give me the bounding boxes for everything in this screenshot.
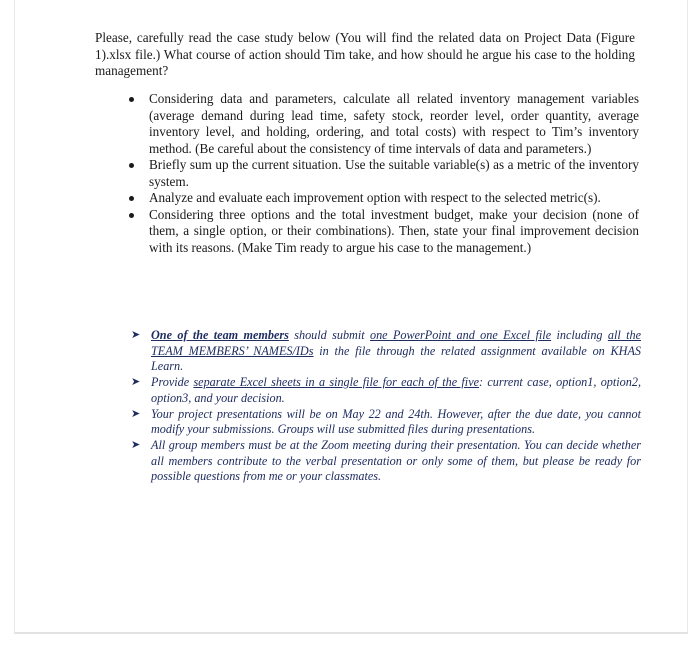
intro-paragraph: Please, carefully read the case study below (You will find the related data on Project Data (Figure 1).xlsx file.) What course of action should Tim take, and how should he argue his case to the holding management? [95,30,635,78]
note-fragment: Provide [151,375,194,390]
note-item-excel-sheets [131,375,641,406]
note-emphasis: One of the team members [151,328,289,342]
note-item-submission [131,328,641,375]
task-bullet-list [129,91,639,256]
arrow-bullet-icon: ➤ [131,376,141,389]
note-fragment: in the file through the related assignment available on KHAS Learn. [151,343,641,374]
note-text: All group members must be at the Zoom meeting during their presentation. You can decide whether all members contribute to the verbal presentation or only some of them, but please be ready for possible questions from me or your classmates. [151,437,641,484]
note-text [151,375,641,405]
task-bullet-text: Analyze and evaluate each improvement option with respect to the selected metric(s). [149,190,601,205]
note-emphasis: one PowerPoint and one Excel file [369,328,552,342]
bullet-dot-icon [129,196,134,201]
note-fragment: should submit [288,328,370,342]
task-bullet-item [129,190,639,207]
note-item-zoom-meeting [131,438,641,485]
submission-notes-list [131,328,641,485]
document-page [14,0,688,634]
arrow-bullet-icon: ➤ [131,438,141,451]
note-item-presentations [131,407,641,438]
task-bullet-item [129,91,639,157]
note-text [151,328,641,373]
note-fragment: including [551,328,608,342]
note-text: Your project presentations will be on May 22 and 24th. However, after the due date, you cannot modify your submissions. Groups will use submitted files during presentations. [151,406,641,437]
note-emphasis: all the TEAM MEMBERS’ NAMES/IDs [151,328,641,358]
bullet-dot-icon [129,97,134,102]
task-bullet-text: Considering data and parameters, calculate all related inventory management variables (average demand during lead time, safety stock, reorder level, order quantity, average inventory level, and holding, ordering, and total costs) with respect to Tim’s inventory method. (Be careful about the consistency of time intervals of data and parameters.) [149,91,639,156]
arrow-bullet-icon: ➤ [131,407,141,420]
task-bullet-item [129,157,639,190]
note-fragment: : current case, option1, option2, option3, and your decision. [151,375,641,405]
task-bullet-text: Considering three options and the total investment budget, make your decision (none of them, a single option, or their combinations). Then, state your final improvement decision with its reasons. (Make Tim ready to argue his case to the management.) [149,206,639,255]
bullet-dot-icon [129,213,134,218]
arrow-bullet-icon: ➤ [131,329,141,341]
bullet-dot-icon [129,163,134,168]
task-bullet-item [129,207,639,257]
task-bullet-text: Briefly sum up the current situation. Use the suitable variable(s) as a metric of the inventory system. [149,157,639,189]
note-emphasis: separate Excel sheets in a single file for each of the five [193,375,480,390]
